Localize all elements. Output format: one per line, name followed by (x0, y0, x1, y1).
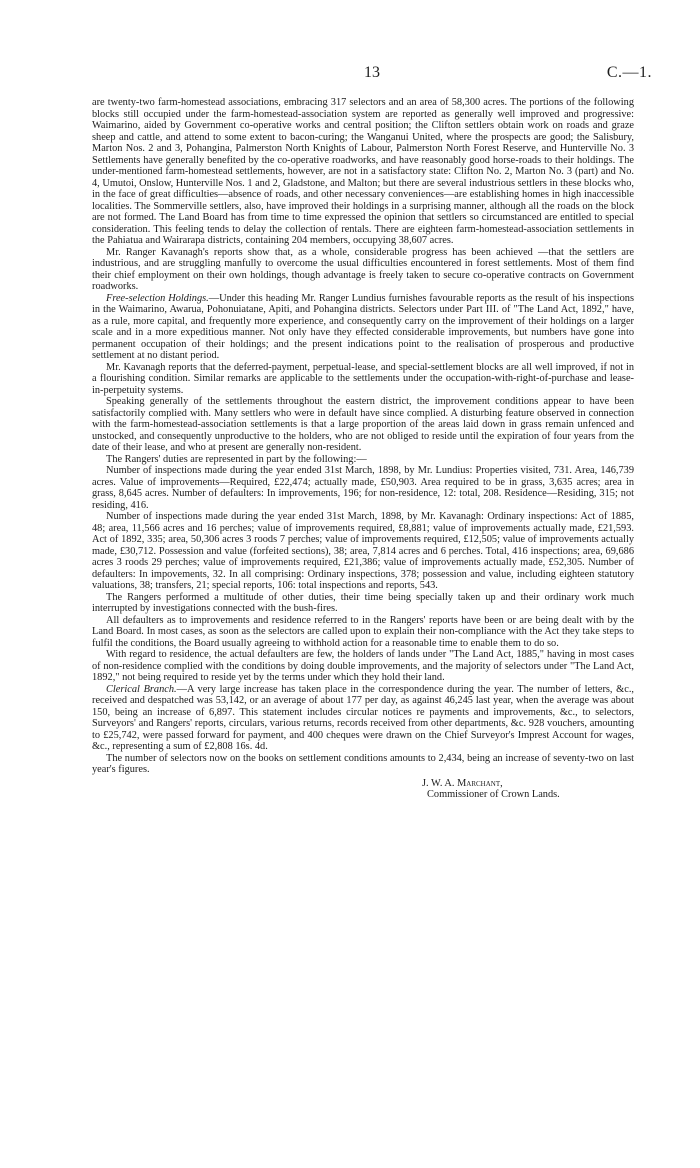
paragraph-text: —Under this heading Mr. Ranger Lundius furnishes favourable reports as the result of his inspections in the Waimarino, Awarua, Pohonuiatane, Apiti, and Pohangina districts. Selectors under Part III. of "The Land Act, 1892," have, as a rule, more capital, and frequently more experience, and consequently carry on the improvement of their holdings on a larger scale and in a more expeditious manner. Not only have they effected considerable improvements, but numbers have gone into permanent occupation of their holdings; and the present indications point to the realisation of prosperous and productive settlement at no distant period. (92, 292, 634, 361)
paragraph-free-selection (92, 293, 634, 362)
italic-heading-free-selection: Free-selection Holdings. (106, 292, 209, 304)
italic-heading-clerical-branch: Clerical Branch. (106, 683, 177, 695)
paragraph-clerical-branch (92, 684, 634, 753)
paragraph-eastern-district: Speaking generally of the settlements throughout the eastern district, the improvement conditions appear to have been satisfactorily complied with. Many settlers who were in default have since complied. A disturbing feature observed in connection with the farm-homestead-association settlements is that a large proportion of the areas laid down in grass remain unfenced and unstocked, and consequently unproductive to the holders, who are not obliged to reside until the expiration of four years from the date of their lease, and who at present are generally non-resident. (92, 396, 634, 453)
paragraph-selectors-count: The number of selectors now on the books on settlement conditions amounts to 2,434, being an increase of seventy-two on last year's figures. (92, 752, 634, 775)
signature-block (92, 778, 634, 801)
paragraph-farm-homestead-associations: are twenty-two farm-homestead associations, embracing 317 selectors and an area of 58,300 acres. The portions of the following blocks still occupied under the farm-homestead-association system are reported as generally well improved and progressive: Waimarino, aided by Government co-operative works and central position; the Clifton settlers obtain work on roads and graze sheep and cattle, and attend to some extent to bacon-curing; the Wanganui United, where the prospects are good; the Salisbury, Marton Nos. 2 and 3, Pohangina, Palmerston North Knights of Labour, Palmerston North Forest Reserve, and Hunterville No. 3 Settlements have generally benefited by the co-operative roadworks, and have reasonably good horse-roads to their holdings. The under-mentioned farm-homestead settlements, however, are not in a satisfactory state: Clifton No. 2, Marton No. 3 (part) and No. 4, Umutoi, Onslow, Hunterville Nos. 1 and 2, Gladstone, and Malton; but there are several industrious settlers in these blocks who, in the face of great difficulties—absence of roads, and other necessary conveniences—are establishing homes in high inaccessible localities. The Sommerville settlers, also, have improved their holdings in a surprising manner, although all the roads on the block are not formed. The Land Board has from time to time expressed the opinion that settlers so circumstanced are entitled to special consideration. This feeling tends to delay the collection of rentals. There are eighteen farm-homestead-association settlements in the Pahiatua and Wairarapa districts, containing 204 members, occupying 38,607 acres. (92, 97, 634, 246)
paragraph-residence: With regard to residence, the actual defaulters are few, the holders of lands under "The Land Act, 1885," having in most cases of non-residence complied with the conditions by doing double improvements, and the majority of selectors under "The Land Act, 1892," not being required to reside yet by the terms under which they hold their land. (92, 649, 634, 683)
page-number: 13 (364, 64, 380, 81)
paragraph-lundius-inspections: Number of inspections made during the year ended 31st March, 1898, by Mr. Lundius: Properties visited, 731. Area, 146,739 acres. Value of improvements—Required, £22,474; actually made, £50,903. Area required to be in grass, 3,635 acres; area in grass, 8,645 acres. Number of defaulters: In improvements, 196; for non-residence, 12: total, 208. Residence—Residing, 315; not residing, 416. (92, 465, 634, 511)
paragraph-deferred-payment: Mr. Kavanagh reports that the deferred-payment, perpetual-lease, and special-settlement blocks are all well improved, if not in a flourishing condition. Similar remarks are applicable to the settlements under the occupation-with-right-of-purchase and lease-in-perpetuity systems. (92, 361, 634, 396)
paragraph-text: —A very large increase has taken place in the correspondence during the year. The number of letters, &c., received and despatched was 53,142, or an average of about 177 per day, as against 46,245 last year, when the average was about 150, being an increase of 6,897. This statement includes circular notices re payments and improvements, &c., to selectors, Surveyors' and Rangers' reports, circulars, various returns, records received from other departments, &c. 928 vouchers, amounting to £25,742, were passed forward for payment, and 400 cheques were drawn on the Chief Surveyor's Imprest Account for wages, &c., representing a sum of £2,808 16s. 4d. (92, 683, 634, 752)
paragraph-defaulters: All defaulters as to improvements and residence referred to in the Rangers' reports have been or are being dealt with by the Land Board. In most cases, as soon as the selectors are called upon to explain their non-compliance with the Act they take steps to fulfil the conditions, the Board usually agreeing to withhold action for a reasonable time to enable them to do so. (92, 614, 634, 649)
page-header (92, 64, 652, 86)
body-text (92, 97, 634, 801)
document-code: C.—1. (606, 64, 652, 81)
signatory-name: J. W. A. Marchant, (422, 777, 503, 789)
signatory-title: Commissioner of Crown Lands. (427, 789, 560, 800)
paragraph-kavanagh-inspections: Number of inspections made during the year ended 31st March, 1898, by Mr. Kavanagh: Ordinary inspections: Act of 1885, 48; area, 11,566 acres and 16 perches; value of improvements required, £8,881; value of improvements actually made, £21,593. Act of 1892, 335; area, 50,306 acres 3 roods 7 perches; value of improvements required, £12,505; value of improvements actually made, £30,712. Possession and value (forfeited sections), 38; area, 7,814 acres and 6 perches. Total, 416 inspections; area, 69,686 acres 3 roods 29 perches; value of improvements required, £21,386; value of improvements actually made, £52,305. Number of defaulters: In impovements, 32. In all comprising: Ordinary inspections, 378; possession and value, including eighteen statutory valuations, 38; transfers, 21; special reports, 106: total inspections and reports, 543. (92, 511, 634, 591)
paragraph-other-duties: The Rangers performed a multitude of other duties, their time being specially taken up and their ordinary work much interrupted by investigations connected with the bush-fires. (92, 591, 634, 614)
paragraph-kavanagh-reports: Mr. Ranger Kavanagh's reports show that, as a whole, considerable progress has been achieved —that the settlers are industrious, and are struggling manfully to overcome the usual difficulties encountered in forest settlements. Most of them find their chief employment on their own holdings, though advantage is freely taken to secure co-operative contracts on Government roadworks. (92, 246, 634, 292)
paragraph-rangers-duties: The Rangers' duties are represented in part by the following:— (106, 453, 367, 465)
